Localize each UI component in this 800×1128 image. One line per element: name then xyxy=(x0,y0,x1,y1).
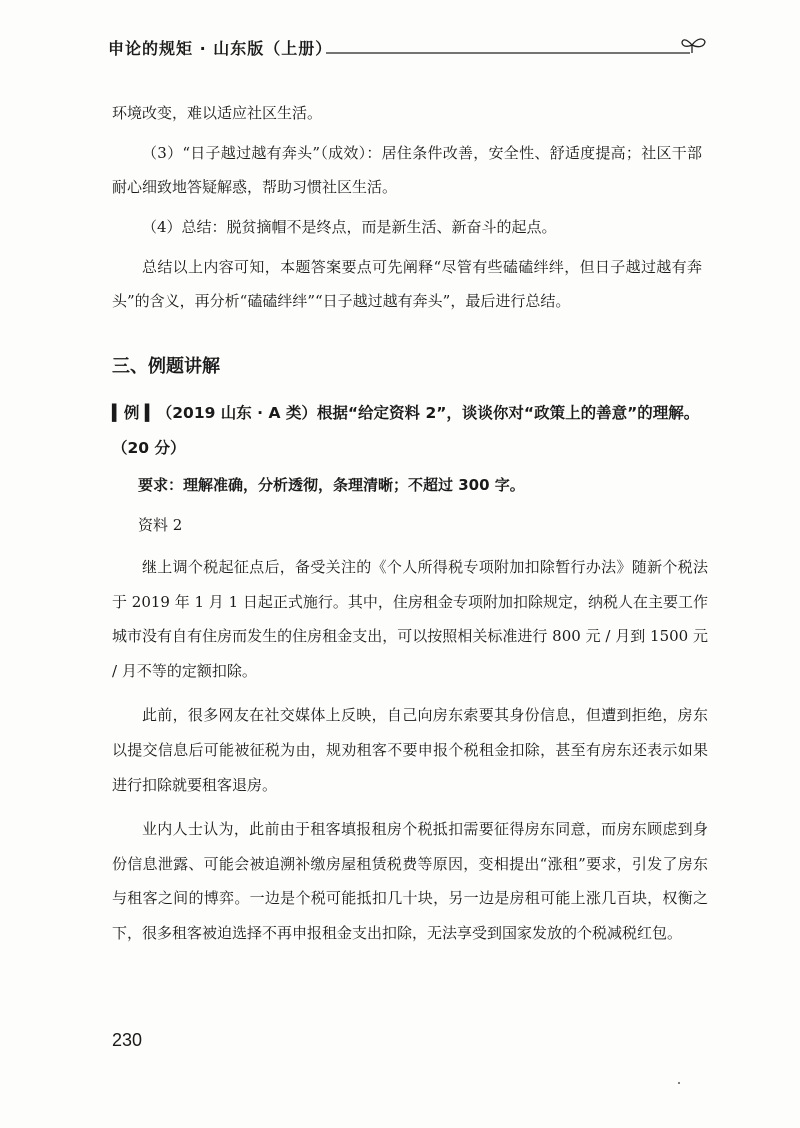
answer-point-3: （3）“日子越过越有奔头”（成效）：居住条件改善，安全性、舒适度提高；社区干部耐心细致地答疑解惑，帮助习惯社区生活。 xyxy=(112,144,702,196)
section-heading: 三、例题讲解 xyxy=(112,356,220,377)
book-title: 申论的规矩 · 山东版（上册） xyxy=(108,39,333,58)
summary-paragraph: 总结以上内容可知，本题答案要点可先阐释“尽管有些磕磕绊绊，但日子越过越有奔头”的含义，再分析“磕磕绊绊”“日子越过越有奔头”，最后进行总结。 xyxy=(112,258,702,310)
material-label: 资料 2 xyxy=(138,516,183,534)
question-text: （2019 山东 · A 类）根据“给定资料 2”，谈谈你对“政策上的善意”的理解。（20 分） xyxy=(112,404,700,457)
requirement-text: 要求：理解准确，分析透彻，条理清晰；不超过 300 字。 xyxy=(138,476,525,494)
continued-answer xyxy=(112,96,702,318)
page-number: 230 xyxy=(112,1030,143,1050)
continued-line: 环境改变，难以适应社区生活。 xyxy=(112,104,323,122)
material-paragraph: 继上调个税起征点后，备受关注的《个人所得税专项附加扣除暂行办法》随新个税法于 2019 年 1 月 1 日起正式施行。其中，住房租金专项附加扣除规定，纳税人在主要工作城市没有自有住房而发生的住房租金支出，可以按照相关标准进行 800 元 / 月到 1500 元 / 月不等的定额扣除。 xyxy=(112,558,708,680)
example-question xyxy=(112,396,704,466)
running-header xyxy=(108,28,720,68)
scan-speck xyxy=(678,1082,680,1084)
material-paragraph: 业内人士认为，此前由于租客填报租房个税抵扣需要征得房东同意，而房东顾虑到身份信息泄露、可能会被追溯补缴房屋租赁税费等原因，变相提出“涨租”要求，引发了房东与租客之间的博弈。一边是个税可能抵扣几十块，另一边是房租可能上涨几百块，权衡之下，很多租客被迫选择不再申报租金支出扣除，无法享受到国家发放的个税减税红包。 xyxy=(112,820,708,942)
answer-point-4: （4）总结：脱贫摘帽不是终点，而是新生活、新奋斗的起点。 xyxy=(142,218,557,236)
material-paragraph: 此前，很多网友在社交媒体上反映，自己向房东索要其身份信息，但遭到拒绝，房东以提交信息后可能被征税为由，规劝租客不要申报个税租金扣除，甚至有房东还表示如果进行扣除就要租客退房。 xyxy=(112,706,708,794)
example-tag: ▍例 ▍ xyxy=(112,404,157,422)
material-body xyxy=(112,550,708,961)
sprout-icon xyxy=(682,39,705,53)
